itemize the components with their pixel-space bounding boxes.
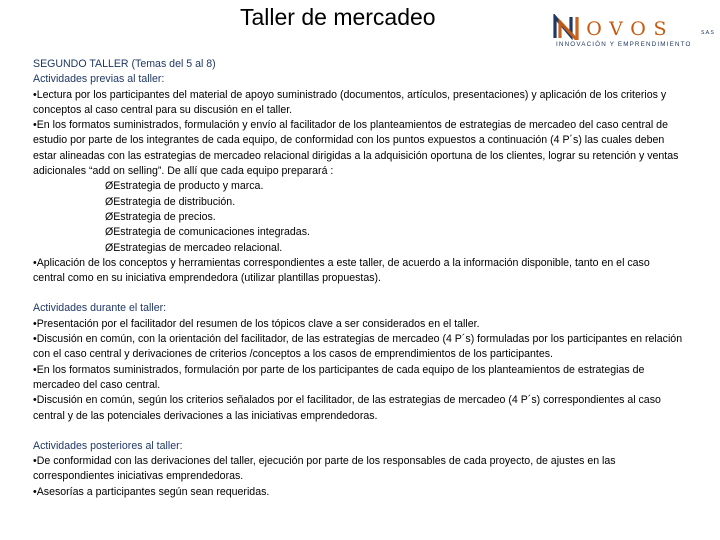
durante-heading: Actividades durante el taller:	[33, 302, 167, 315]
page-title: Taller de mercadeo	[240, 4, 436, 30]
document-body	[33, 57, 683, 500]
logo-suffix: S.A.S	[701, 30, 714, 36]
logo-tagline: INNOVACIÓN Y EMPRENDIMIENTO	[556, 41, 692, 48]
previas-item: •Lectura por los participantes del material de apoyo suministrado (documentos, artículos, presentaciones) y aplicación de los criterios y conceptos al caso central para su discusión en el taller.	[33, 88, 667, 116]
previas-item: •En los formatos suministrados, formulación y envío al facilitador de los planteamientos de estrategias de mercadeo del caso central de estudio por parte de los integrantes de cada equipo, de conformidad con los puntos expuestos a continuación (4 P´s) las cuales deben estar alineadas con las estrategias de mercadeo relacional dirigidas a la adquisición oportuna de los clientes, lograr su retención y ventas adicionales “add on selling”. De allí que cada equipo preparará :	[33, 119, 679, 178]
logo-letter: O	[586, 18, 602, 40]
section-spacer	[33, 286, 683, 301]
strategy-subitem: ØEstrategia de precios.	[105, 210, 216, 223]
novos-logo	[553, 14, 713, 50]
strategy-subitem: ØEstrategia de producto y marca.	[105, 180, 264, 193]
strategy-subitem: ØEstrategia de comunicaciones integradas.	[105, 226, 310, 239]
logo-letter: O	[630, 18, 646, 40]
durante-item: •Discusión en común, según los criterios señalados por el facilitador, de las estrategias de mercadeo (4 P´s) correspondientes al caso central y de las potenciales derivaciones a las iniciativas emprendedoras.	[33, 394, 661, 422]
previas-item: •Aplicación de los conceptos y herramientas correspondientes a este taller, de acuerdo a la información disponible, tanto en el caso central como en su iniciativa emprendedora (utilizar plantillas propuestas).	[33, 256, 650, 285]
logo-letters	[583, 18, 671, 40]
durante-item: •En los formatos suministrados, formulación por parte de los participantes de cada equipo de los planteamientos de estrategias de mercadeo del caso central.	[33, 363, 645, 391]
novos-n-logo-mark	[553, 14, 583, 40]
strategy-subitem: ØEstrategia de distribución.	[105, 195, 236, 208]
durante-item: •Discusión en común, con la orientación del facilitador, de las estrategias de mercadeo (4 P´s) formuladas por los participantes en relación con el caso central y derivaciones de criterios /conceptos a los casos de emprendimientos de los participantes.	[33, 333, 683, 361]
logo-letter: V	[609, 18, 623, 40]
section-spacer	[33, 424, 683, 439]
previas-heading: Actividades previas al taller:	[33, 73, 165, 86]
segundo-taller-heading: SEGUNDO TALLER (Temas del 5 al 8)	[33, 58, 216, 70]
durante-item: •Presentación por el facilitador del resumen de los tópicos clave a ser considerados en el taller.	[33, 317, 480, 330]
logo-letter: S	[653, 18, 667, 40]
posteriores-heading: Actividades posteriores al taller:	[33, 439, 183, 452]
posteriores-item: •De conformidad con las derivaciones del taller, ejecución por parte de los responsables de cada proyecto, de ajustes en las correspondientes iniciativas emprendedoras.	[33, 455, 616, 483]
strategy-subitem: ØEstrategias de mercadeo relacional.	[105, 241, 283, 254]
posteriores-item: •Asesorías a participantes según sean requeridas.	[33, 485, 270, 498]
